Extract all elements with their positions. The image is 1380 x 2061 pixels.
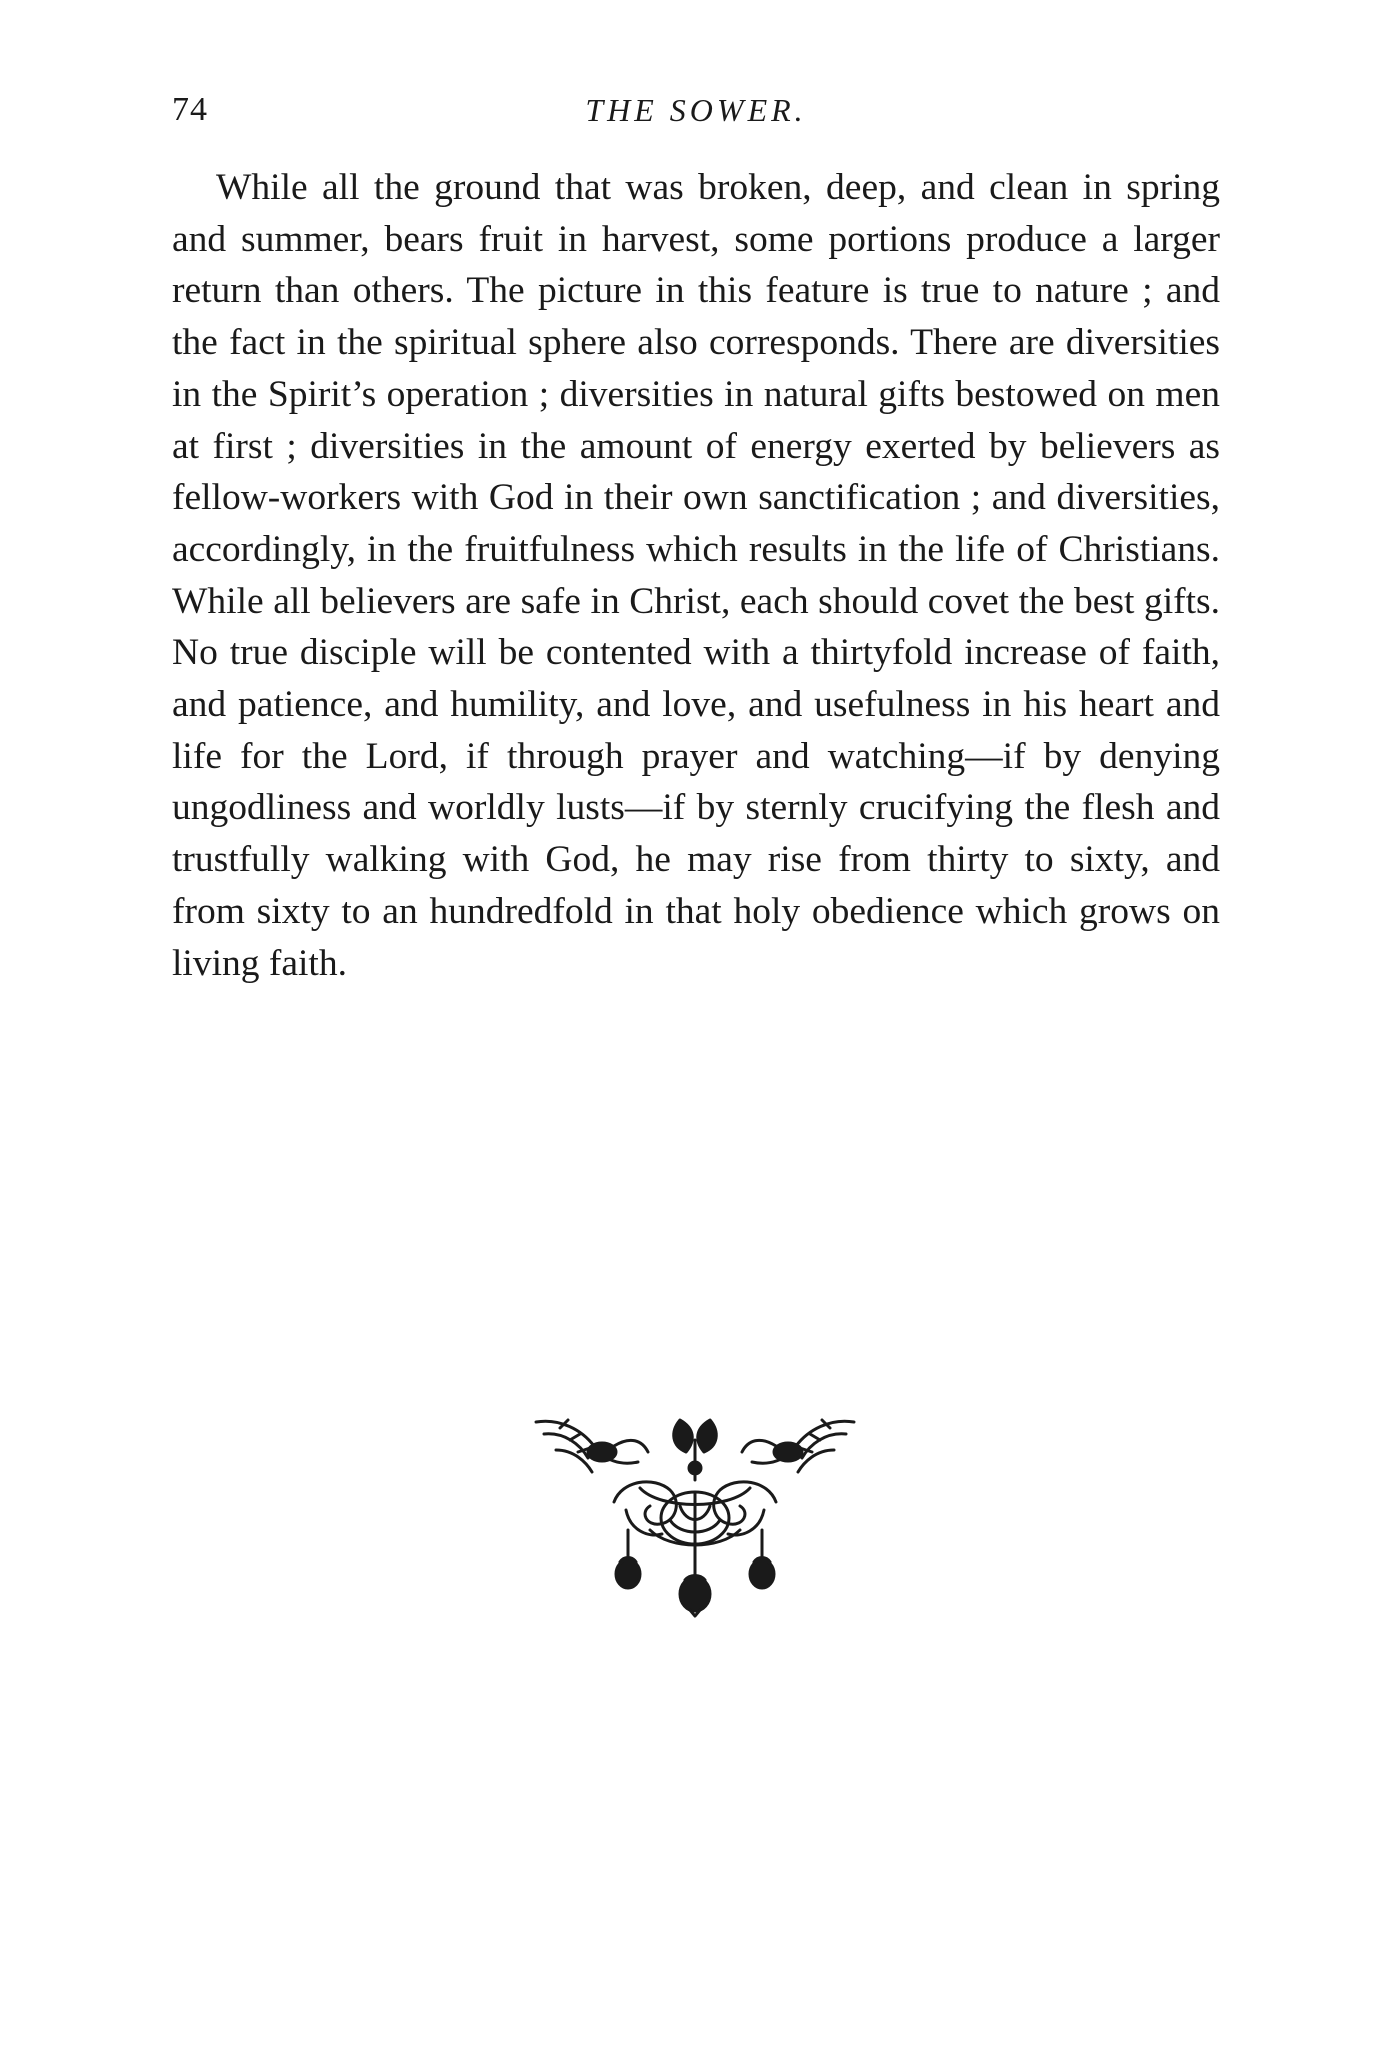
running-head: [172, 90, 1220, 140]
floral-tailpiece-icon: [530, 1410, 860, 1620]
running-title: THE SOWER.: [585, 92, 807, 128]
page-number: 74: [172, 91, 208, 128]
body-paragraph: While all the ground that was broken, deep, and clean in spring and summer, bears fruit in harvest, some portions produce a larger return than others. The picture in this feature is true to nature ; and the fact in the spiritual sphere also corresponds. There are diversities in the Spirit’s operation ; diversities in natural gifts bestowed on men at first ; diversities in the amount of energy exerted by believers as fellow-workers with God in their own sanctification ; and diversities, accordingly, in the fruitfulness which results in the life of Christians. While all believers are safe in Christ, each should covet the best gifts. No true disciple will be contented with a thirtyfold increase of faith, and patience, and humility, and love, and usefulness in his heart and life for the Lord, if through prayer and watching—if by denying ungodliness and worldly lusts—if by sternly crucifying the flesh and trustfully walking with God, he may rise from thirty to sixty, and from sixty to an hundredfold in that holy obedience which grows on living faith.: [172, 167, 1220, 984]
